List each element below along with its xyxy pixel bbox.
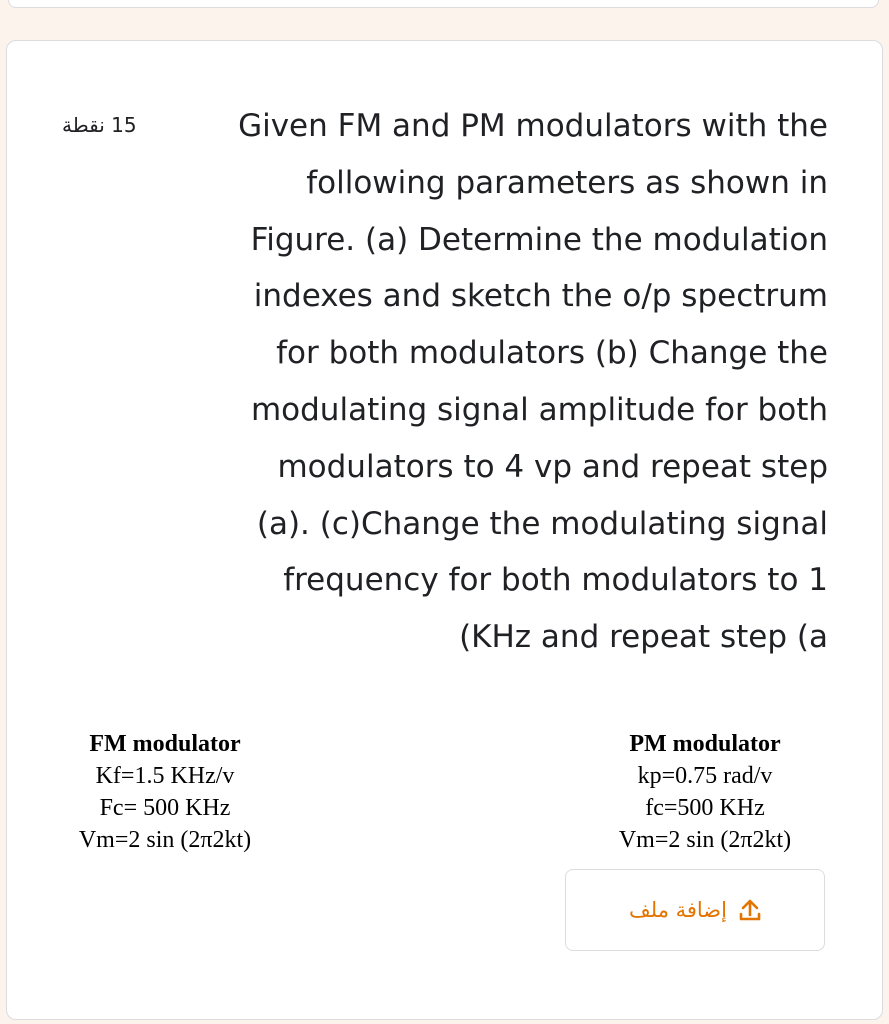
points-label: 15 نقطة (62, 113, 137, 137)
question-line: (KHz and repeat step (a (459, 619, 828, 656)
question-line: indexes and sketch the o/p spectrum (253, 278, 828, 315)
upload-icon (739, 898, 761, 922)
pm-kp-value: kp=0.75 rad/v (637, 763, 773, 789)
question-line: following parameters as shown in (306, 164, 828, 201)
pm-modulator-heading: PM modulator (629, 731, 781, 757)
pm-fc-value: fc=500 KHz (645, 795, 765, 821)
previous-question-card (8, 0, 879, 8)
add-file-label: إضافة ملف (629, 898, 727, 922)
question-line: (a). (c)Change the modulating signal (256, 505, 828, 542)
question-text (168, 98, 828, 666)
fm-modulator-heading: FM modulator (89, 731, 241, 757)
pm-vm-value: Vm=2 sin (2π2kt) (618, 827, 792, 853)
question-line: frequency for both modulators to 1 (283, 562, 828, 599)
question-line: modulating signal amplitude for both (250, 391, 828, 428)
fm-modulator-parameters (25, 728, 305, 856)
pm-modulator-parameters (565, 728, 845, 856)
fm-kf-value: Kf=1.5 KHz/v (95, 763, 235, 789)
add-file-button[interactable] (565, 869, 825, 951)
upload-arrow (743, 901, 757, 915)
question-line: modulators to 4 vp and repeat step (277, 448, 828, 485)
question-line: for both modulators (b) Change the (276, 335, 828, 372)
question-line: Figure. (a) Determine the modulation (250, 221, 828, 258)
question-line: Given FM and PM modulators with the (238, 108, 828, 144)
fm-vm-value: Vm=2 sin (2π2kt) (78, 827, 252, 853)
fm-fc-value: Fc= 500 KHz (99, 795, 231, 821)
